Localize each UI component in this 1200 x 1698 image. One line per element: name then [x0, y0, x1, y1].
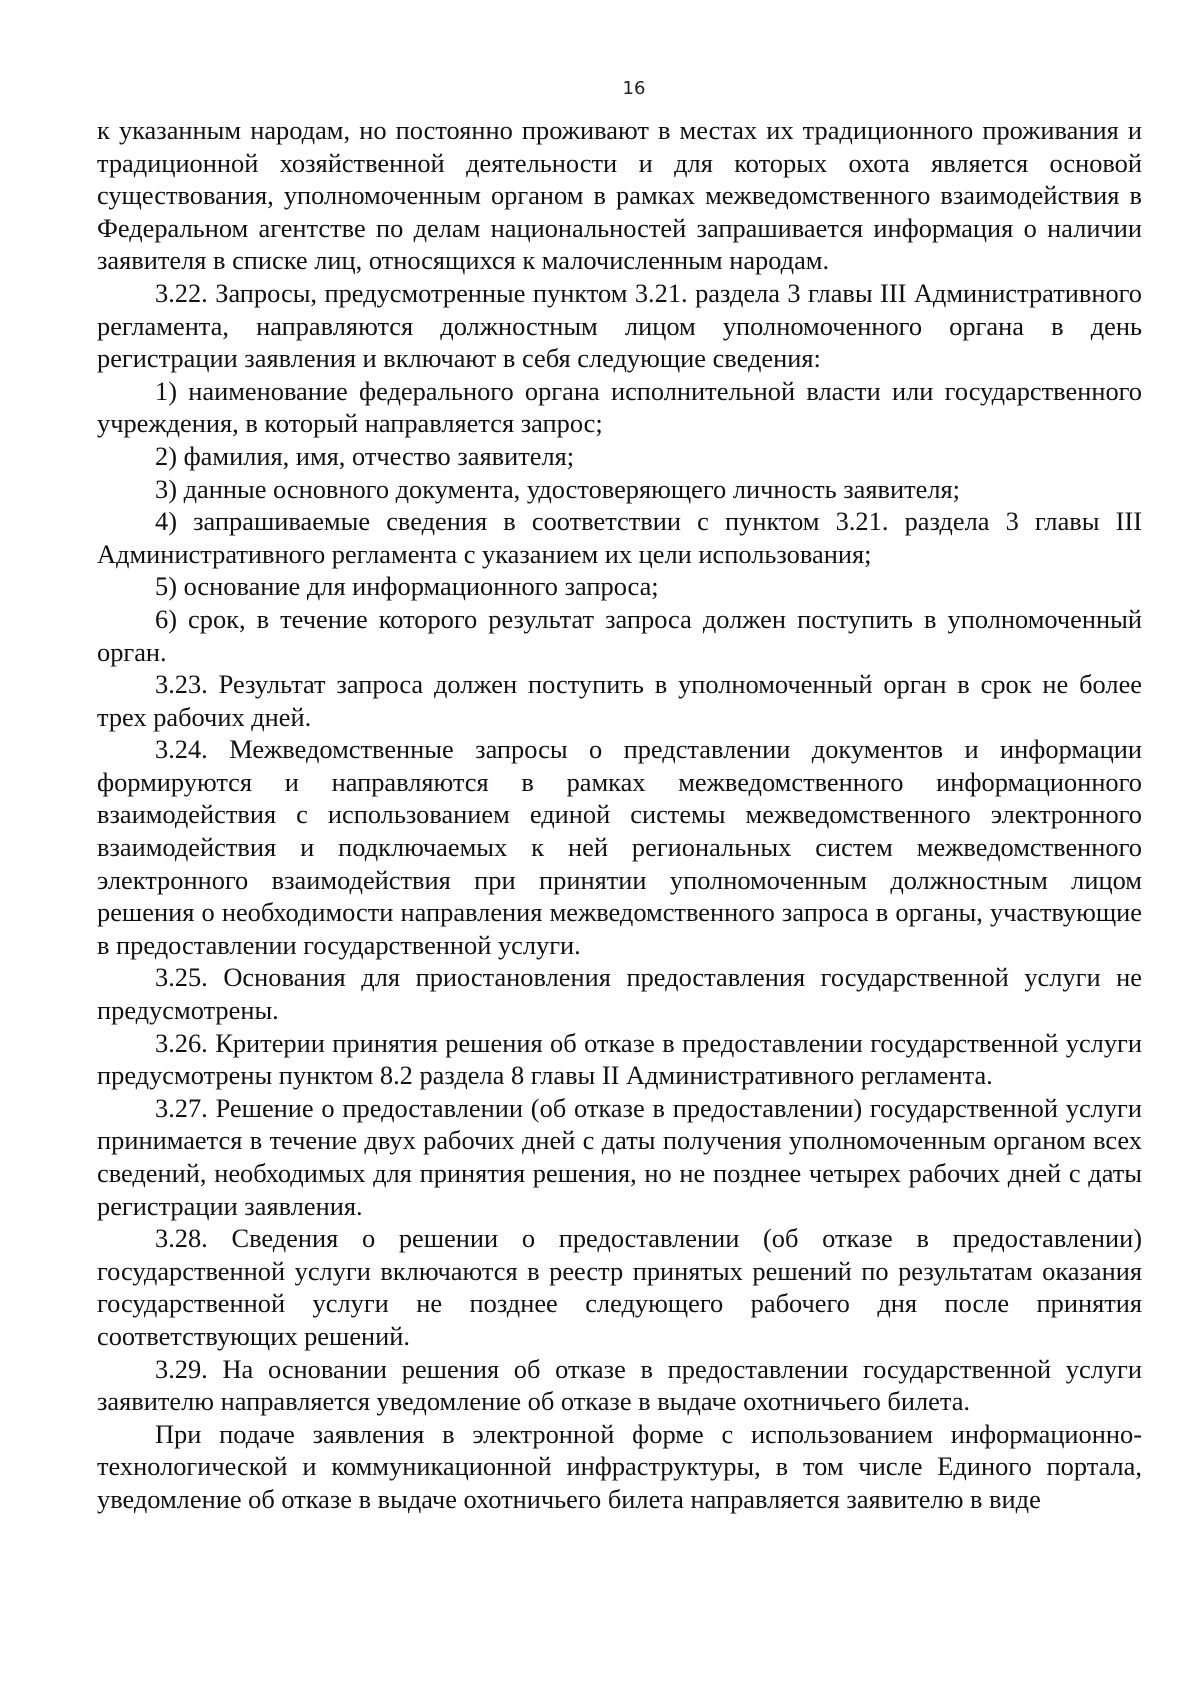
paragraph-3-24: 3.24. Межведомственные запросы о представлении документов и информации формируются и направляются в рамках межведомственного информационного взаимодействия с использованием единой системы межведомственного электронного взаимодействия и подключаемых к ней региональных систем межведомственного электронного взаимодействия при принятии уполномоченным должностным лицом решения о необходимости направления межведомственного запроса в органы, участвующие в предоставлении государственной услуги. — [97, 734, 1142, 960]
list-item-5: 5) основание для информационного запроса; — [155, 571, 659, 602]
document-body — [97, 114, 1142, 1516]
paragraph-3-26: 3.26. Критерии принятия решения об отказе в предоставлении государственной услуги предусмотрены пунктом 8.2 раздела 8 главы II Административного регламента. — [97, 1027, 1142, 1091]
paragraph-3-27: 3.27. Решение о предоставлении (об отказе в предоставлении) государственной услуги принимается в течение двух рабочих дней с даты получения уполномоченным органом всех сведений, необходимых для принятия решения, но не позднее четырех рабочих дней с даты регистрации заявления. — [97, 1092, 1142, 1221]
paragraph-electronic-form: При подаче заявления в электронной форме с использованием информационно-технологической и коммуникационной инфраструктуры, в том числе Единого портала, уведомление об отказе в выдаче охотничьего билета направляется заявителю в виде — [97, 1418, 1142, 1514]
list-item-4: 4) запрашиваемые сведения в соответствии с пунктом 3.21. раздела 3 главы III Административного регламента с указанием их цели использования; — [97, 506, 1142, 569]
paragraph-3-25: 3.25. Основания для приостановления предоставления государственной услуги не предусмотрены. — [97, 962, 1142, 1026]
list-item-1: 1) наименование федерального органа исполнительной власти или государственного учреждения, в который направляется запрос; — [97, 375, 1142, 439]
paragraph-3-29: 3.29. На основании решения об отказе в предоставлении государственной услуги заявителю направляется уведомление об отказе в выдаче охотничьего билета. — [97, 1353, 1142, 1417]
paragraph-3-22: 3.22. Запросы, предусмотренные пунктом 3.21. раздела 3 главы III Административного регламента, направляются должностным лицом уполномоченного органа в день регистрации заявления и включают в себя следующие сведения: — [97, 277, 1142, 374]
page-number: 16 — [622, 78, 646, 99]
list-item-6: 6) срок, в течение которого результат запроса должен поступить в уполномоченный орган. — [97, 603, 1142, 667]
paragraph-continuation: к указанным народам, но постоянно проживают в местах их традиционного проживания и традиционной хозяйственной деятельности и для которых охота является основой существования, уполномоченным органом в рамках межведомственного взаимодействия в Федеральном агентстве по делам национальностей запрашивается информация о наличии заявителя в списке лиц, относящихся к малочисленным народам. — [97, 115, 1142, 276]
paragraph-3-23: 3.23. Результат запроса должен поступить в уполномоченный орган в срок не более трех рабочих дней. — [97, 669, 1142, 732]
paragraph-3-28: 3.28. Сведения о решении о предоставлении (об отказе в предоставлении) государственной услуги включаются в реестр принятых решений по результатам оказания государственной услуги не позднее следующего рабочего дня после принятия соответствующих решений. — [97, 1223, 1142, 1351]
list-item-2: 2) фамилия, имя, отчество заявителя; — [155, 440, 575, 471]
list-item-3: 3) данные основного документа, удостоверяющего личность заявителя; — [155, 473, 960, 504]
